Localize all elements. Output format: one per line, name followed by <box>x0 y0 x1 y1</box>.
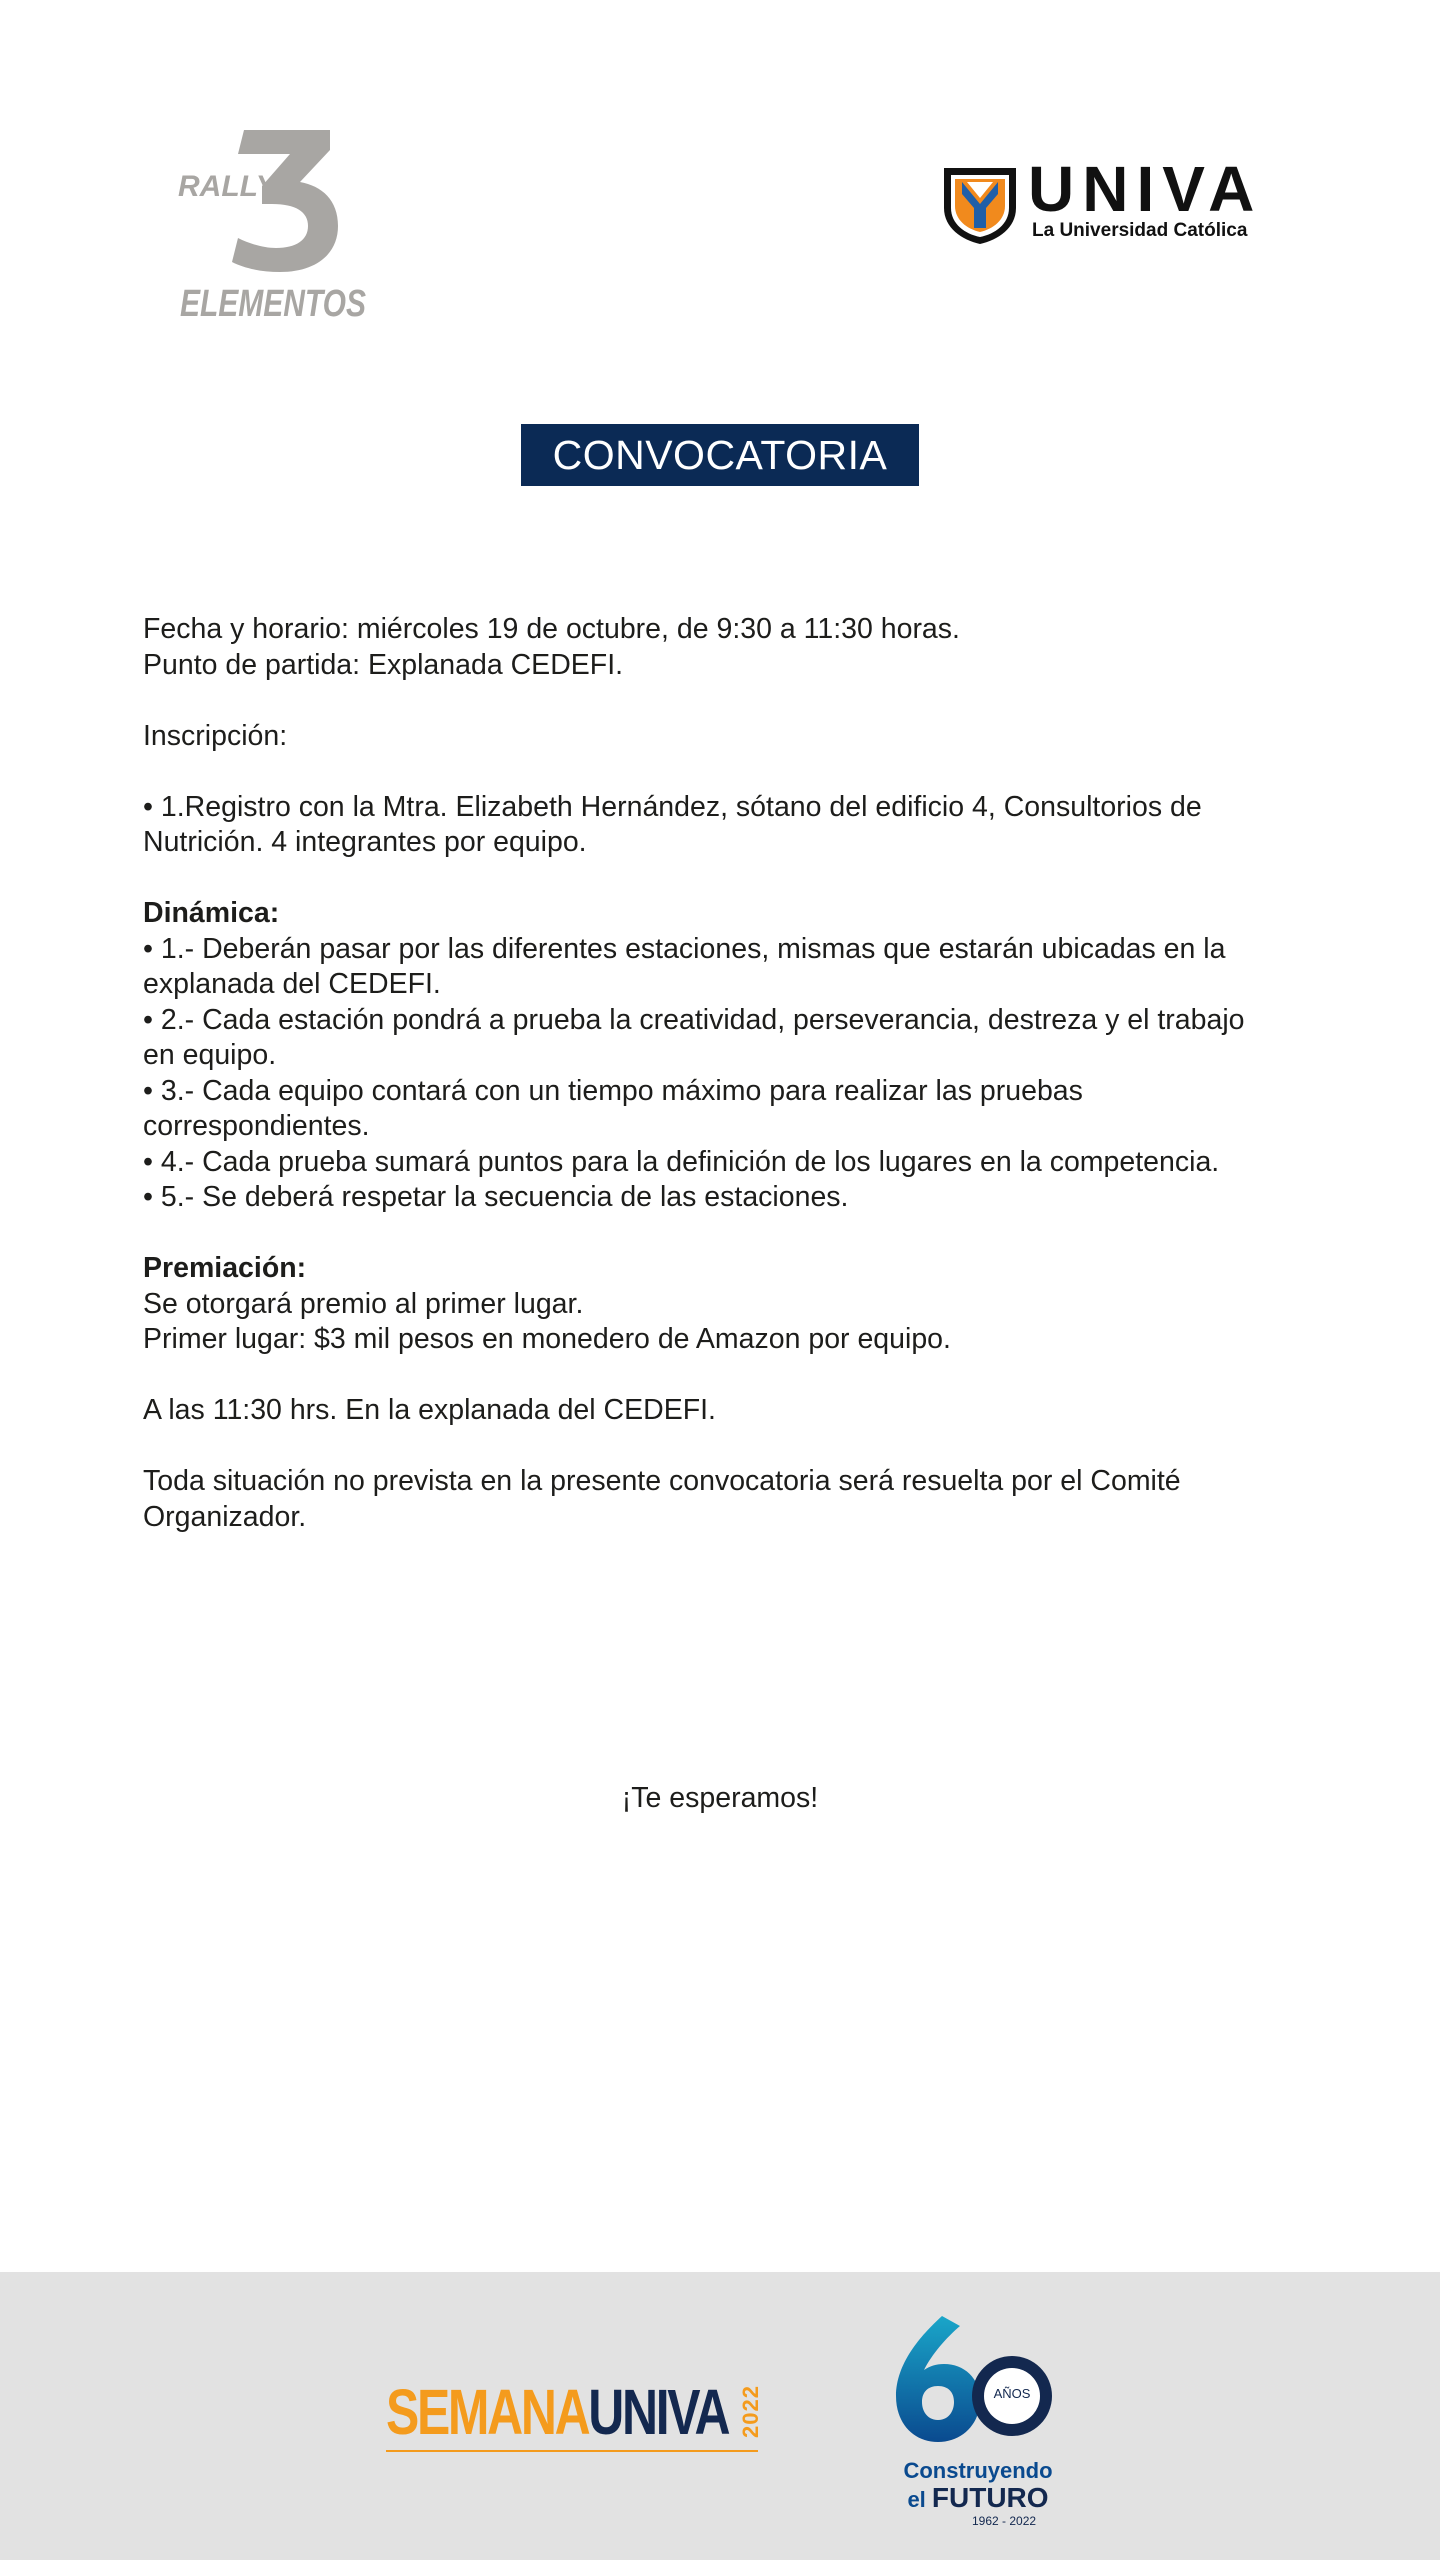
closing-message: ¡Te esperamos! <box>621 1782 819 1814</box>
registro-line-2: Nutrición. 4 integrantes por equipo. <box>143 826 587 858</box>
inscripcion-label: Inscripción: <box>143 719 288 752</box>
rally-logo-graphic <box>172 126 372 325</box>
semana-univa-logo <box>386 2376 763 2452</box>
premio-line-2: Primer lugar: $3 mil pesos en monedero de Amazon por equipo. <box>143 1323 951 1355</box>
page-title: CONVOCATORIA <box>521 424 919 486</box>
hora-line: A las 11:30 hrs. En la explanada del CEDEFI. <box>143 1394 716 1426</box>
univa-shield-icon <box>940 164 1020 246</box>
univa-wordmark: UNIVA <box>1028 153 1263 225</box>
futuro-word: FUTURO <box>931 2482 1049 2513</box>
situacion-line-1: Toda situación no prevista en la presente convocatoria será resuelta por el Comité <box>143 1465 1181 1497</box>
construyendo-line: Construyendo <box>903 2458 1053 2483</box>
rally-word: RALLY <box>178 170 276 203</box>
anniversary-years: 1962 - 2022 <box>972 2514 1037 2528</box>
dinamica-line: explanada del CEDEFI. <box>143 968 441 1000</box>
60-anos-logo <box>890 2312 1066 2528</box>
semana-wordmark <box>386 2376 728 2448</box>
situacion-line-2: Organizador. <box>143 1500 307 1533</box>
dinamica-line: • 3.- Cada equipo contará con un tiempo máximo para realizar las pruebas <box>143 1074 1083 1107</box>
futuro-line <box>890 2482 1066 2514</box>
semana-word-a: SEMANA <box>386 2376 589 2448</box>
semana-underline <box>386 2450 758 2452</box>
registro-line-1: • 1.Registro con la Mtra. Elizabeth Hernández, sótano del edificio 4, Consultorios de <box>143 790 1202 823</box>
dinamica-line: • 1.- Deberán pasar por las diferentes estaciones, mismas que estarán ubicadas en la <box>143 932 1226 965</box>
elementos-word: ELEMENTOS <box>180 283 366 325</box>
semana-year: 2022 <box>738 2385 763 2439</box>
punto-line: Punto de partida: Explanada CEDEFI. <box>143 648 624 681</box>
fecha-line: Fecha y horario: miércoles 19 de octubre, de 9:30 a 11:30 horas. <box>143 613 960 645</box>
semana-word-b: UNIVA <box>588 2376 729 2448</box>
futuro-prefix: el <box>907 2487 932 2512</box>
anos-label: AÑOS <box>993 2386 1031 2401</box>
dinamica-label: Dinámica: <box>143 897 280 929</box>
univa-subtitle: La Universidad Católica <box>1032 220 1248 241</box>
dinamica-line: • 4.- Cada prueba sumará puntos para la definición de los lugares en la competencia. <box>143 1145 1220 1178</box>
dinamica-line: en equipo. <box>143 1039 277 1071</box>
logo-stripe <box>172 162 242 170</box>
univa-logo <box>940 153 1300 250</box>
dinamica-line: correspondientes. <box>143 1110 370 1142</box>
premiacion-label: Premiación: <box>143 1252 307 1284</box>
rally-3-elementos-logo <box>172 126 372 325</box>
dinamica-line: • 5.- Se deberá respetar la secuencia de las estaciones. <box>143 1181 849 1213</box>
premio-line-1: Se otorgará premio al primer lugar. <box>143 1287 584 1320</box>
footer-band <box>0 2272 1440 2560</box>
announcement-body <box>143 612 1313 1535</box>
dinamica-line: • 2.- Cada estación pondrá a prueba la creatividad, perseverancia, destreza y el trabajo <box>143 1003 1245 1036</box>
